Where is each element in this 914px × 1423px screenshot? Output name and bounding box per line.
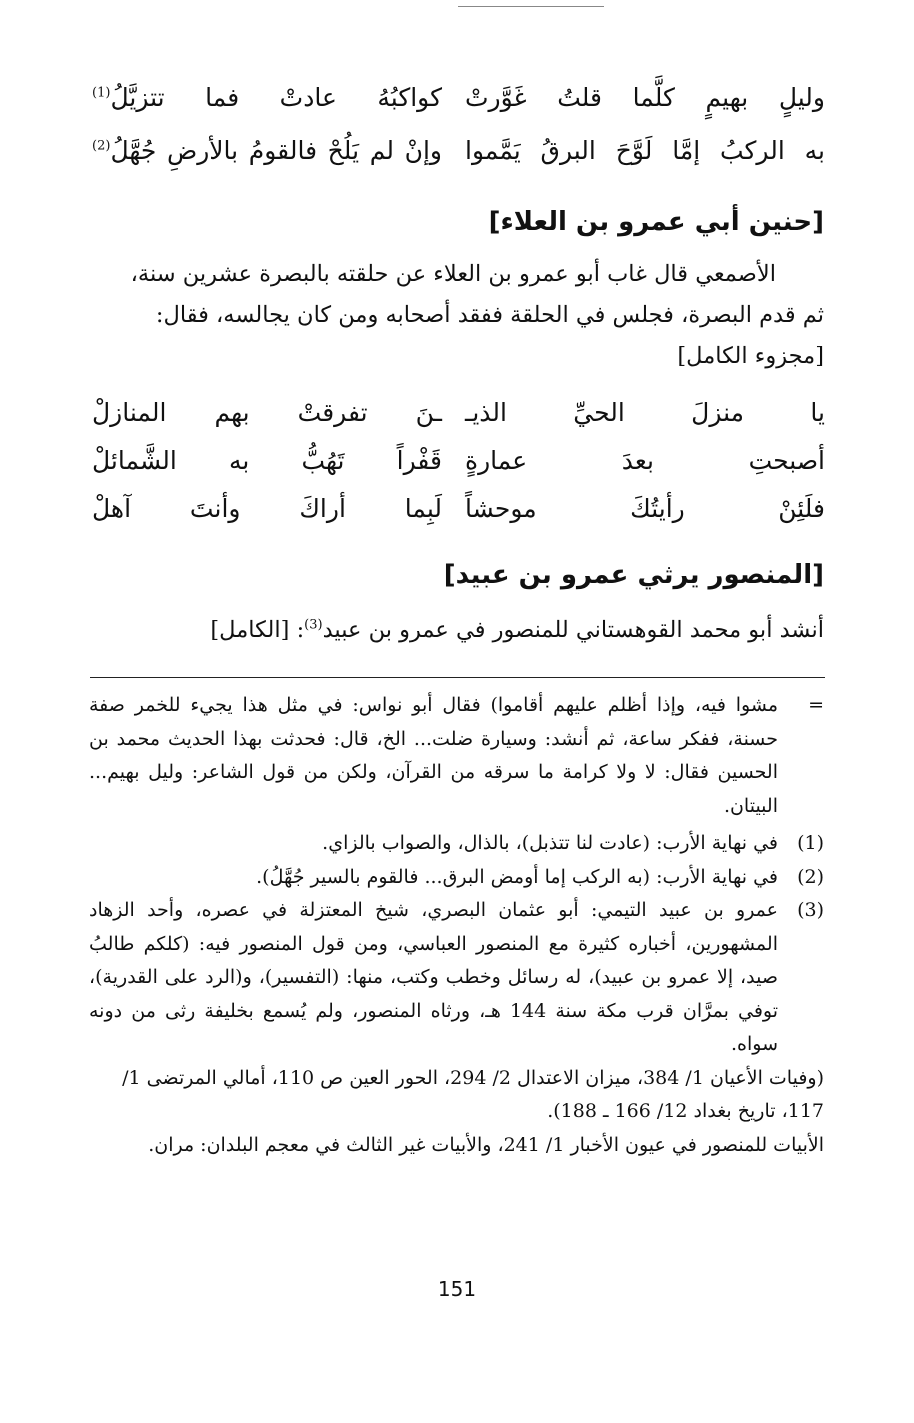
section-heading: [حنين أبي عمرو بن العلاء]: [488, 207, 824, 237]
section-intro: [210, 610, 824, 651]
page-number: 151: [437, 1277, 477, 1301]
footnote-ref: (2): [92, 138, 111, 154]
footnote-number: (1): [797, 832, 824, 854]
footnote-item: [89, 827, 824, 861]
verse-second-hemistich: [92, 131, 442, 171]
meter-label: [مجزوء الكامل]: [677, 343, 824, 369]
verse-second-hemistich: ـنَ تفرقتْ بهم المنازلْ: [92, 398, 442, 427]
footnote-extra: الأبيات للمنصور في عيون الأخبار 1/ 241، والأبيات غير الثالث في معجم البلدان: مران.: [148, 1133, 824, 1156]
verse-line: [92, 441, 825, 481]
hemistich-text: كواكبُهُ عادتْ فما تتزيَّلُ: [110, 83, 442, 112]
footnote-number: (2): [797, 865, 824, 888]
footnote-text: في نهاية الأرب: (عادت لنا تتذبل)، بالذال، والصواب بالزاي.: [322, 832, 778, 854]
footnote-ref: (1): [92, 85, 111, 101]
continuation-marker: =: [808, 694, 824, 716]
footnote-number: (3): [797, 899, 824, 921]
footnote-ref: (3): [304, 617, 323, 633]
footnote-item: [89, 861, 824, 895]
verse-second-hemistich: [92, 78, 442, 118]
verse-first-hemistich: فلَئِنْ رأيتُكَ موحشاً: [465, 494, 825, 523]
verse-first-hemistich: به الركبُ إمَّا لَوَّحَ البرقُ يَمَّموا: [465, 136, 825, 165]
verse-first-hemistich: يا منزلَ الحيِّ الذيـ: [465, 398, 825, 427]
section-body: [89, 254, 824, 336]
hemistich-text: وإنْ لم يَلُحْ فالقومُ بالأرضِ جُهَّلُ: [110, 136, 442, 165]
verse-first-hemistich: وليلٍ بهيمٍ كلَّما قلتُ غَوَّرتْ: [465, 83, 825, 112]
footnotes: [89, 689, 824, 1162]
footnote-text: في نهاية الأرب: (به الركب إما أومض البرق... فالقوم بالسير جُهَّلُ).: [256, 865, 778, 888]
intro-text: أنشد أبو محمد القوهستاني للمنصور في عمرو بن عبيد: [322, 617, 824, 643]
footnote-item: [89, 894, 824, 1062]
verse-first-hemistich: أصبحتِ بعدَ عمارةٍ: [465, 446, 825, 475]
header-rule: [458, 6, 604, 7]
footnote-text: مشوا فيه، وإذا أظلم عليهم أقاموا) فقال أبو نواس: في مثل هذا يجيء للخمر صفة حسنة، ففكر ساعة، ثم أنشد: وسيارة ضلت... الخ، قال: فحدثت بهذا الحديث محمد بن الحسين فقال: لا ولا كرامة ما سرقه من القرآن، ولكن من قول الشاعر: وليل بهيم... البيتان.: [89, 694, 778, 817]
body-line: ثم قدم البصرة، فجلس في الحلقة ففقد أصحابه ومن كان يجالسه، فقال:: [155, 302, 824, 328]
verse-line: [92, 78, 825, 118]
verse-second-hemistich: قَفْراً تَهُبُّ به الشَّمائلْ: [92, 446, 442, 475]
footnote-references: (وفيات الأعيان 1/ 384، ميزان الاعتدال 2/ 294، الحور العين ص 110، أمالي المرتضى 1/ 117، تاريخ بغداد 12/ 166 ـ 188).: [122, 1066, 824, 1122]
verse-line: [92, 393, 825, 433]
verse-line: [92, 131, 825, 171]
verse-line: [92, 489, 825, 529]
section-heading: [المنصور يرثي عمرو بن عبيد]: [443, 560, 824, 590]
intro-meter: : [الكامل]: [210, 617, 305, 643]
footnote-continuation: [89, 689, 824, 823]
footnote-text: عمرو بن عبيد التيمي: أبو عثمان البصري، شيخ المعتزلة في عصره، وأحد الزهاد المشهورين، أخباره كثيرة مع المنصور العباسي، ومن قول المنصور فيه: (كلكم طالبُ صيد، إلا عمرو بن عبيد)، له رسائل وخطب وكتب، منها: (التفسير)، و(الرد على القدرية)، توفي بمرَّان قرب مكة سنة 144 هـ، ورثاه المنصور، ولم يُسمع بخليفة رثى من دونه سواه.: [89, 899, 779, 1055]
body-line: الأصمعي قال غاب أبو عمرو بن العلاء عن حلقته بالبصرة عشرين سنة،: [130, 261, 776, 287]
footnote-separator: [90, 677, 825, 678]
verse-second-hemistich: لَبِما أراكَ وأنتَ آهلْ: [92, 494, 442, 523]
